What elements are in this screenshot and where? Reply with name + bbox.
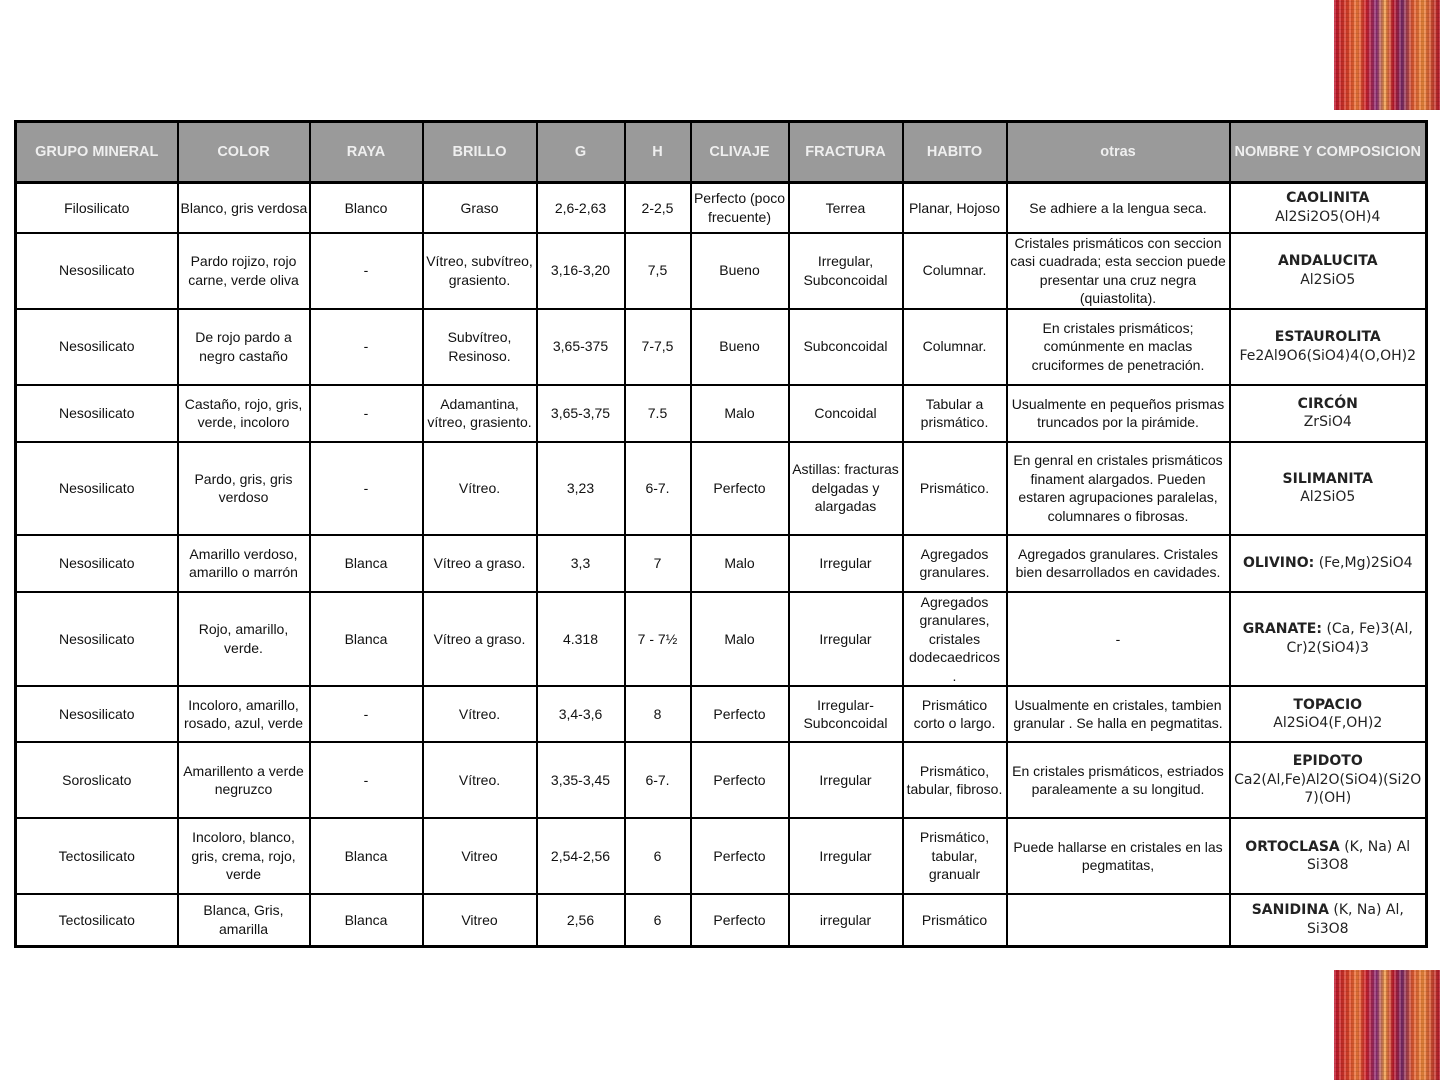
cell-nombre — [1230, 385, 1427, 442]
cell-g: 2,54-2,56 — [537, 818, 625, 894]
mineral-formula: Al2Si2O5(OH)4 — [1275, 208, 1381, 225]
cell-g: 2,6-2,63 — [537, 183, 625, 233]
cell-brillo: Vítreo. — [423, 442, 537, 535]
cell-nombre — [1230, 442, 1427, 535]
header-nombre-composicion: NOMBRE Y COMPOSICION — [1230, 122, 1427, 183]
cell-habito: Agregados granulares, cristales dodecaedricos . — [903, 592, 1007, 687]
cell-otras: Usualmente en pequeños prismas truncados por la pirámide. — [1007, 385, 1230, 442]
cell-otras: Cristales prismáticos con seccion casi cuadrada; esta seccion puede presentar una cruz negra (quiastolita). — [1007, 233, 1230, 309]
cell-fractura: Terrea — [789, 183, 903, 233]
cell-g: 4.318 — [537, 592, 625, 687]
cell-fractura: Astillas: fracturas delgadas y alargadas — [789, 442, 903, 535]
mineral-name: SANIDINA — [1251, 902, 1329, 919]
cell-nombre — [1230, 183, 1427, 233]
cell-grupo: Filosilicato — [16, 183, 178, 233]
header-g: G — [537, 122, 625, 183]
header-otras: otras — [1007, 122, 1230, 183]
cell-habito: Prismático. — [903, 442, 1007, 535]
cell-habito: Agregados granulares. — [903, 535, 1007, 592]
header-clivaje: CLIVAJE — [691, 122, 789, 183]
cell-otras: En genral en cristales prismáticos finament alargados. Pueden estaren agrupaciones paralelas, columnares o fibrosas. — [1007, 442, 1230, 535]
cell-h: 8 — [625, 686, 691, 742]
cell-otras: Se adhiere a la lengua seca. — [1007, 183, 1230, 233]
cell-color: Amarillo verdoso, amarillo o marrón — [178, 535, 310, 592]
table-row — [16, 385, 1427, 442]
mineral-name: TOPACIO — [1293, 696, 1363, 713]
mineral-name: ANDALUCITA — [1277, 253, 1378, 269]
decorative-weave-top — [1334, 0, 1440, 110]
cell-brillo: Vítreo. — [423, 686, 537, 742]
cell-color: Pardo rojizo, rojo carne, verde oliva — [178, 233, 310, 309]
cell-raya: - — [310, 442, 423, 535]
cell-color: Rojo, amarillo, verde. — [178, 592, 310, 687]
cell-nombre — [1230, 742, 1427, 818]
cell-raya: - — [310, 385, 423, 442]
cell-clivaje: Malo — [691, 385, 789, 442]
cell-color: De rojo pardo a negro castaño — [178, 309, 310, 385]
table-row — [16, 818, 1427, 894]
cell-grupo: Nesosilicato — [16, 309, 178, 385]
cell-otras: Agregados granulares. Cristales bien desarrollados en cavidades. — [1007, 535, 1230, 592]
cell-clivaje: Bueno — [691, 233, 789, 309]
cell-g: 3,3 — [537, 535, 625, 592]
cell-fractura: irregular — [789, 894, 903, 946]
table-row — [16, 309, 1427, 385]
cell-raya: Blanca — [310, 818, 423, 894]
cell-color: Blanco, gris verdosa — [178, 183, 310, 233]
cell-color: Incoloro, blanco, gris, crema, rojo, verde — [178, 818, 310, 894]
cell-grupo: Nesosilicato — [16, 592, 178, 687]
cell-g: 3,65-375 — [537, 309, 625, 385]
mineral-formula: Al2SiO5 — [1300, 489, 1356, 505]
cell-grupo: Nesosilicato — [16, 535, 178, 592]
cell-fractura: Irregular-Subconcoidal — [789, 686, 903, 742]
cell-clivaje: Perfecto — [691, 742, 789, 818]
cell-grupo: Nesosilicato — [16, 686, 178, 742]
decorative-weave-bottom — [1334, 970, 1440, 1080]
cell-h: 7 — [625, 535, 691, 592]
cell-g: 3,4-3,6 — [537, 686, 625, 742]
cell-h: 6 — [625, 818, 691, 894]
cell-g: 3,16-3,20 — [537, 233, 625, 309]
cell-habito: Prismático — [903, 894, 1007, 946]
cell-habito: Tabular a prismático. — [903, 385, 1007, 442]
mineral-name: ORTOCLASA — [1245, 838, 1340, 855]
cell-raya: Blanca — [310, 894, 423, 946]
cell-fractura: Irregular — [789, 535, 903, 592]
cell-fractura: Irregular, Subconcoidal — [789, 233, 903, 309]
mineral-name: ESTAUROLITA — [1274, 329, 1381, 345]
cell-clivaje: Malo — [691, 535, 789, 592]
table-row — [16, 742, 1427, 818]
cell-g: 3,23 — [537, 442, 625, 535]
cell-brillo: Vitreo — [423, 894, 537, 946]
cell-h: 7 - 7½ — [625, 592, 691, 687]
mineral-name: OLIVINO: — [1242, 554, 1315, 571]
table-row — [16, 535, 1427, 592]
cell-raya: - — [310, 309, 423, 385]
cell-clivaje: Bueno — [691, 309, 789, 385]
cell-clivaje: Perfecto — [691, 686, 789, 742]
cell-nombre — [1230, 818, 1427, 894]
cell-raya: Blanca — [310, 535, 423, 592]
cell-fractura: Subconcoidal — [789, 309, 903, 385]
mineral-formula: Fe2Al9O6(SiO4)4(O,OH)2 — [1239, 347, 1416, 364]
mineral-formula: (Fe,Mg)2SiO4 — [1318, 554, 1413, 571]
cell-grupo: Soroslicato — [16, 742, 178, 818]
cell-fractura: Concoidal — [789, 385, 903, 442]
cell-h: 6-7. — [625, 742, 691, 818]
cell-color: Pardo, gris, gris verdoso — [178, 442, 310, 535]
cell-otras: Usualmente en cristales, tambien granular . Se halla en pegmatitas. — [1007, 686, 1230, 742]
mineral-name: EPIDOTO — [1292, 753, 1363, 770]
cell-h: 2-2,5 — [625, 183, 691, 233]
cell-color: Castaño, rojo, gris, verde, incoloro — [178, 385, 310, 442]
cell-brillo: Subvítreo, Resinoso. — [423, 309, 537, 385]
header-h: H — [625, 122, 691, 183]
mineral-formula: ZrSiO4 — [1303, 414, 1352, 430]
cell-g: 2,56 — [537, 894, 625, 946]
cell-h: 7-7,5 — [625, 309, 691, 385]
cell-raya: Blanco — [310, 183, 423, 233]
cell-nombre — [1230, 535, 1427, 592]
cell-brillo: Vitreo — [423, 818, 537, 894]
cell-nombre — [1230, 686, 1427, 742]
header-habito: HABITO — [903, 122, 1007, 183]
cell-h: 7.5 — [625, 385, 691, 442]
cell-otras: En cristales prismáticos, estriados paraleamente a su longitud. — [1007, 742, 1230, 818]
cell-brillo: Vítreo a graso. — [423, 592, 537, 687]
cell-otras: - — [1007, 592, 1230, 687]
cell-habito: Prismático, tabular, granualr — [903, 818, 1007, 894]
cell-clivaje: Perfecto — [691, 818, 789, 894]
cell-h: 6-7. — [625, 442, 691, 535]
cell-clivaje: Perfecto — [691, 442, 789, 535]
cell-color: Amarillento a verde negruzco — [178, 742, 310, 818]
cell-otras — [1007, 894, 1230, 946]
cell-raya: - — [310, 233, 423, 309]
cell-fractura: Irregular — [789, 818, 903, 894]
cell-brillo: Vítreo. — [423, 742, 537, 818]
cell-raya: Blanca — [310, 592, 423, 687]
table-row — [16, 592, 1427, 687]
cell-color: Incoloro, amarillo, rosado, azul, verde — [178, 686, 310, 742]
cell-habito: Columnar. — [903, 233, 1007, 309]
mineral-formula: (Ca, Fe)3(Al, Cr)2(SiO4)3 — [1286, 621, 1413, 656]
mineral-formula: (K, Na) Al Si3O8 — [1306, 838, 1411, 873]
header-grupo-mineral: GRUPO MINERAL — [16, 122, 178, 183]
table-row — [16, 183, 1427, 233]
cell-nombre — [1230, 309, 1427, 385]
cell-brillo: Vítreo, subvítreo, grasiento. — [423, 233, 537, 309]
cell-raya: - — [310, 686, 423, 742]
table-row — [16, 442, 1427, 535]
mineral-formula: (K, Na) Al, Si3O8 — [1306, 902, 1404, 937]
header-raya: RAYA — [310, 122, 423, 183]
cell-fractura: Irregular — [789, 592, 903, 687]
cell-g: 3,35-3,45 — [537, 742, 625, 818]
mineral-name: CIRCÓN — [1297, 395, 1358, 412]
mineral-formula: Ca2(Al,Fe)Al2O(SiO4)(Si2O7)(OH) — [1234, 771, 1422, 807]
cell-color: Blanca, Gris, amarilla — [178, 894, 310, 946]
table-row — [16, 233, 1427, 309]
cell-h: 7,5 — [625, 233, 691, 309]
cell-grupo: Nesosilicato — [16, 442, 178, 535]
cell-habito: Planar, Hojoso — [903, 183, 1007, 233]
cell-clivaje: Perfecto — [691, 894, 789, 946]
minerals-table — [14, 120, 1428, 948]
cell-brillo: Graso — [423, 183, 537, 233]
cell-raya: - — [310, 742, 423, 818]
cell-habito: Prismático, tabular, fibroso. — [903, 742, 1007, 818]
table-row — [16, 894, 1427, 946]
cell-clivaje: Perfecto (poco frecuente) — [691, 183, 789, 233]
cell-nombre — [1230, 894, 1427, 946]
mineral-name: CAOLINITA — [1286, 190, 1370, 207]
cell-h: 6 — [625, 894, 691, 946]
cell-grupo: Nesosilicato — [16, 385, 178, 442]
mineral-name: GRANATE: — [1242, 621, 1322, 638]
cell-grupo: Nesosilicato — [16, 233, 178, 309]
header-brillo: BRILLO — [423, 122, 537, 183]
cell-g: 3,65-3,75 — [537, 385, 625, 442]
mineral-formula: Al2SiO5 — [1300, 271, 1356, 288]
table-row — [16, 686, 1427, 742]
header-fractura: FRACTURA — [789, 122, 903, 183]
cell-nombre — [1230, 233, 1427, 309]
cell-habito: Columnar. — [903, 309, 1007, 385]
table-header-row — [16, 122, 1427, 183]
cell-clivaje: Malo — [691, 592, 789, 687]
cell-grupo: Tectosilicato — [16, 894, 178, 946]
cell-habito: Prismático corto o largo. — [903, 686, 1007, 742]
header-color: COLOR — [178, 122, 310, 183]
cell-brillo: Adamantina, vítreo, grasiento. — [423, 385, 537, 442]
cell-nombre — [1230, 592, 1427, 687]
cell-grupo: Tectosilicato — [16, 818, 178, 894]
cell-otras: En cristales prismáticos; comúnmente en maclas cruciformes de penetración. — [1007, 309, 1230, 385]
mineral-formula: Al2SiO4(F,OH)2 — [1273, 715, 1383, 731]
cell-brillo: Vítreo a graso. — [423, 535, 537, 592]
cell-otras: Puede hallarse en cristales en las pegmatitas, — [1007, 818, 1230, 894]
cell-fractura: Irregular — [789, 742, 903, 818]
mineral-name: SILIMANITA — [1282, 470, 1373, 487]
